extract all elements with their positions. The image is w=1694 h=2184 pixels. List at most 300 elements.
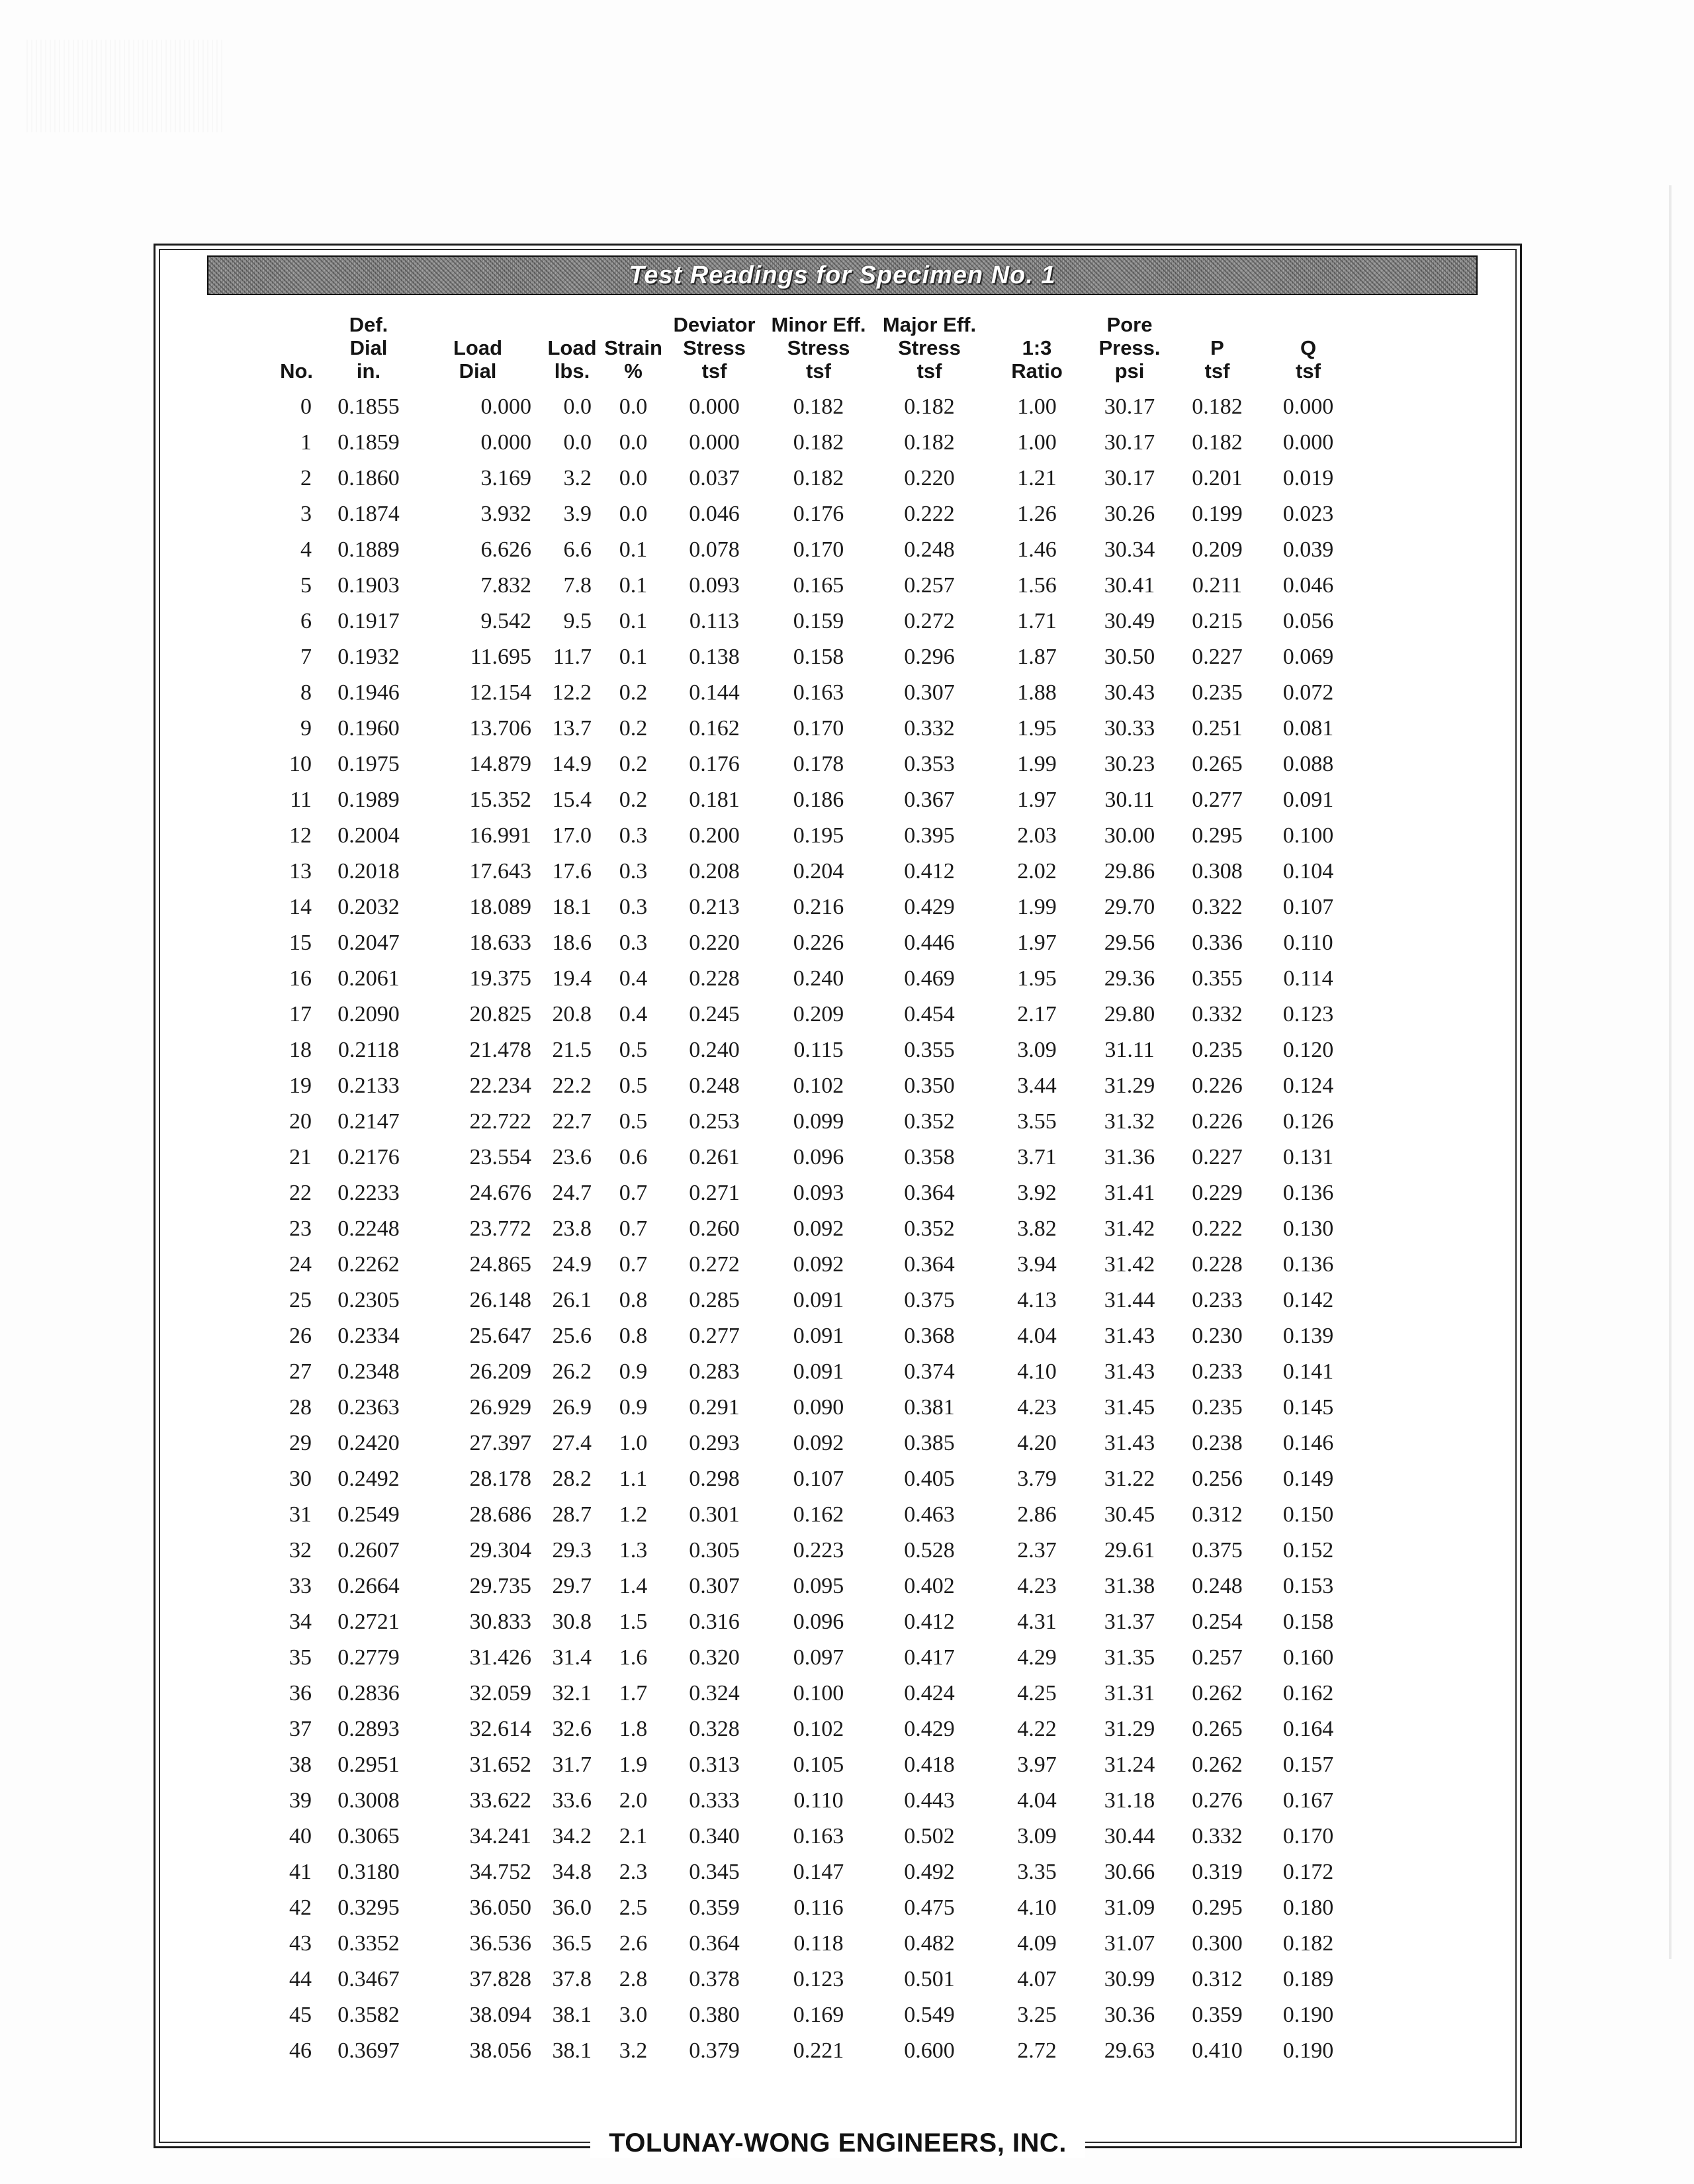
table-cell: 4 <box>300 537 312 562</box>
table-cell: 4.25 <box>1017 1681 1057 1706</box>
table-cell: 0.069 <box>1282 645 1334 669</box>
table-cell: 29.735 <box>469 1574 531 1598</box>
table-cell: 0.096 <box>793 1145 844 1169</box>
table-row <box>216 675 1355 711</box>
table-cell: 3.09 <box>1017 1824 1057 1848</box>
table-cell: 0.176 <box>689 752 740 776</box>
table-cell: 0.190 <box>1282 2038 1334 2063</box>
table-cell: 4.20 <box>1017 1431 1057 1455</box>
table-cell: 6.626 <box>480 537 531 562</box>
table-cell: 15.4 <box>552 788 592 812</box>
table-cell: 30.17 <box>1104 466 1155 490</box>
table-cell: 0 <box>300 394 312 419</box>
table-cell: 0.3467 <box>337 1967 400 1991</box>
table-row <box>216 1854 1355 1890</box>
table-cell: 0.097 <box>793 1645 844 1670</box>
table-cell: 0.307 <box>689 1574 740 1598</box>
table-cell: 0.182 <box>793 394 844 419</box>
table-cell: 0.412 <box>904 859 955 884</box>
table-cell: 0.2492 <box>337 1467 400 1491</box>
table-cell: 0.240 <box>793 966 844 991</box>
table-row <box>216 818 1355 854</box>
table-cell: 0.019 <box>1282 466 1334 490</box>
table-cell: 0.253 <box>689 1109 740 1134</box>
table-cell: 0.3 <box>619 859 648 884</box>
table-cell: 0.359 <box>1192 2003 1243 2027</box>
table-cell: 10 <box>289 752 312 776</box>
table-cell: 28.7 <box>552 1502 592 1527</box>
table-cell: 0.2721 <box>337 1610 400 1634</box>
table-row <box>216 1318 1355 1354</box>
table-cell: 26.148 <box>469 1288 531 1312</box>
table-cell: 3.932 <box>480 502 531 526</box>
table-row <box>216 1604 1355 1640</box>
table-cell: 0.463 <box>904 1502 955 1527</box>
table-cell: 0.1903 <box>337 573 400 598</box>
table-cell: 0.228 <box>689 966 740 991</box>
table-cell: 0.375 <box>1192 1538 1243 1563</box>
table-cell: 1.00 <box>1017 430 1057 455</box>
table-row <box>216 1997 1355 2033</box>
table-cell: 30.17 <box>1104 430 1155 455</box>
table-cell: 0.1917 <box>337 609 400 633</box>
table-row <box>216 1390 1355 1426</box>
table-cell: 0.501 <box>904 1967 955 1991</box>
table-cell: 26.209 <box>469 1359 531 1384</box>
column-header-deviator-stress: Deviator Stress tsf <box>673 313 756 383</box>
table-cell: 4.04 <box>1017 1324 1057 1348</box>
table-cell: 31.43 <box>1104 1324 1155 1348</box>
table-cell: 0.3 <box>619 895 648 919</box>
table-cell: 36.050 <box>469 1895 531 1920</box>
table-cell: 4.09 <box>1017 1931 1057 1956</box>
table-row <box>216 1640 1355 1676</box>
table-cell: 30.49 <box>1104 609 1155 633</box>
table-cell: 31.38 <box>1104 1574 1155 1598</box>
table-cell: 18.089 <box>469 895 531 919</box>
table-cell: 0.099 <box>793 1109 844 1134</box>
table-cell: 11 <box>290 788 312 812</box>
table-cell: 0.078 <box>689 537 740 562</box>
table-cell: 0.295 <box>1192 1895 1243 1920</box>
table-cell: 1.7 <box>619 1681 648 1706</box>
table-cell: 0.352 <box>904 1109 955 1134</box>
table-cell: 0.0 <box>619 394 648 419</box>
table-cell: 0.2047 <box>337 931 400 955</box>
table-row <box>216 1747 1355 1783</box>
table-cell: 14.879 <box>469 752 531 776</box>
table-cell: 28.686 <box>469 1502 531 1527</box>
table-cell: 16 <box>289 966 312 991</box>
table-cell: 0.320 <box>689 1645 740 1670</box>
table-cell: 17.0 <box>552 823 592 848</box>
table-row <box>216 639 1355 675</box>
table-cell: 38.056 <box>469 2038 531 2063</box>
table-cell: 29.70 <box>1104 895 1155 919</box>
table-cell: 17.6 <box>552 859 592 884</box>
table-cell: 30.41 <box>1104 573 1155 598</box>
table-row <box>216 1962 1355 1997</box>
table-cell: 0.172 <box>1282 1860 1334 1884</box>
table-row <box>216 1461 1355 1497</box>
table-cell: 0.110 <box>1283 931 1333 955</box>
table-cell: 0.107 <box>1282 895 1334 919</box>
table-cell: 0.272 <box>689 1252 740 1277</box>
table-cell: 30.36 <box>1104 2003 1155 2027</box>
table-cell: 2.6 <box>619 1931 648 1956</box>
table-cell: 0.116 <box>793 1895 844 1920</box>
table-cell: 0.216 <box>793 895 844 919</box>
table-cell: 0.385 <box>904 1431 955 1455</box>
table-cell: 0.1874 <box>337 502 400 526</box>
table-cell: 0.159 <box>793 609 844 633</box>
table-cell: 0.2334 <box>337 1324 400 1348</box>
table-cell: 1 <box>300 430 312 455</box>
table-cell: 0.379 <box>689 2038 740 2063</box>
table-cell: 0.181 <box>689 788 740 812</box>
column-header-minor-eff-stress: Minor Eff. Stress tsf <box>771 313 866 383</box>
table-cell: 2 <box>300 466 312 490</box>
column-header-load-dial: Load Dial <box>453 336 503 383</box>
table-cell: 29.3 <box>552 1538 592 1563</box>
table-cell: 31.45 <box>1104 1395 1155 1420</box>
table-cell: 0.095 <box>793 1574 844 1598</box>
table-cell: 0.0 <box>563 394 592 419</box>
table-cell: 3.25 <box>1017 2003 1057 2027</box>
table-cell: 0.1855 <box>337 394 400 419</box>
table-cell: 0.000 <box>480 430 531 455</box>
table-cell: 0.359 <box>689 1895 740 1920</box>
table-cell: 26.2 <box>552 1359 592 1384</box>
table-cell: 3.9 <box>563 502 592 526</box>
table-cell: 45 <box>289 2003 312 2027</box>
table-cell: 0.235 <box>1192 680 1243 705</box>
table-cell: 0.147 <box>793 1860 844 1884</box>
table-cell: 2.17 <box>1017 1002 1057 1026</box>
table-cell: 4.04 <box>1017 1788 1057 1813</box>
table-cell: 0.091 <box>1282 788 1334 812</box>
table-row <box>216 1068 1355 1104</box>
table-cell: 1.8 <box>619 1717 648 1741</box>
table-cell: 0.298 <box>689 1467 740 1491</box>
table-cell: 31.09 <box>1104 1895 1155 1920</box>
table-cell: 26.929 <box>469 1395 531 1420</box>
table-cell: 29.80 <box>1104 1002 1155 1026</box>
table-cell: 31.37 <box>1104 1610 1155 1634</box>
table-cell: 0.308 <box>1192 859 1243 884</box>
table-cell: 3.2 <box>619 2038 648 2063</box>
table-cell: 31.652 <box>469 1752 531 1777</box>
table-cell: 4.22 <box>1017 1717 1057 1741</box>
table-cell: 0.2004 <box>337 823 400 848</box>
table-cell: 31.29 <box>1104 1073 1155 1098</box>
table-cell: 0.226 <box>1192 1109 1243 1134</box>
table-cell: 1.95 <box>1017 716 1057 741</box>
table-cell: 0.272 <box>904 609 955 633</box>
table-cell: 0.163 <box>793 680 844 705</box>
table-row <box>216 961 1355 997</box>
table-cell: 0.2 <box>619 752 648 776</box>
table-cell: 31.35 <box>1104 1645 1155 1670</box>
table-cell: 3.55 <box>1017 1109 1057 1134</box>
table-cell: 0.209 <box>793 1002 844 1026</box>
table-cell: 0.182 <box>904 430 955 455</box>
table-cell: 5 <box>300 573 312 598</box>
table-row <box>216 461 1355 496</box>
table-cell: 0.201 <box>1192 466 1243 490</box>
table-cell: 46 <box>289 2038 312 2063</box>
table-cell: 0.081 <box>1282 716 1334 741</box>
table-row <box>216 1819 1355 1854</box>
table-row <box>216 1104 1355 1140</box>
table-row <box>216 425 1355 461</box>
table-cell: 0.000 <box>1282 394 1334 419</box>
table-cell: 1.0 <box>619 1431 648 1455</box>
table-cell: 31.426 <box>469 1645 531 1670</box>
table-row <box>216 1497 1355 1533</box>
table-cell: 0.235 <box>1192 1038 1243 1062</box>
table-cell: 9.542 <box>480 609 531 633</box>
table-cell: 0.126 <box>1282 1109 1334 1134</box>
table-cell: 0.381 <box>904 1395 955 1420</box>
table-cell: 22.722 <box>469 1109 531 1134</box>
table-cell: 31.43 <box>1104 1431 1155 1455</box>
table-cell: 0.227 <box>1192 645 1243 669</box>
table-header <box>216 313 1355 389</box>
table-cell: 0.221 <box>793 2038 844 2063</box>
table-cell: 0.257 <box>1192 1645 1243 1670</box>
table-cell: 38.094 <box>469 2003 531 2027</box>
table-cell: 0.2061 <box>337 966 400 991</box>
table-cell: 0.364 <box>904 1181 955 1205</box>
table-cell: 0.162 <box>793 1502 844 1527</box>
table-cell: 22.234 <box>469 1073 531 1098</box>
table-cell: 0.209 <box>1192 537 1243 562</box>
table-cell: 2.72 <box>1017 2038 1057 2063</box>
table-cell: 0.7 <box>619 1181 648 1205</box>
table-cell: 0.1859 <box>337 430 400 455</box>
table-cell: 18.6 <box>552 931 592 955</box>
table-cell: 21.478 <box>469 1038 531 1062</box>
table-cell: 1.1 <box>619 1467 648 1491</box>
table-cell: 0.138 <box>689 645 740 669</box>
column-header-major-eff-stress: Major Eff. Stress tsf <box>882 313 977 383</box>
table-cell: 42 <box>289 1895 312 1920</box>
table-cell: 20 <box>289 1109 312 1134</box>
table-cell: 0.2305 <box>337 1288 400 1312</box>
table-cell: 30.23 <box>1104 752 1155 776</box>
table-cell: 1.99 <box>1017 752 1057 776</box>
table-cell: 0.199 <box>1192 502 1243 526</box>
table-cell: 2.03 <box>1017 823 1057 848</box>
table-cell: 1.26 <box>1017 502 1057 526</box>
table-cell: 23.772 <box>469 1216 531 1241</box>
table-cell: 0.296 <box>904 645 955 669</box>
table-cell: 0.200 <box>689 823 740 848</box>
table-cell: 3 <box>300 502 312 526</box>
table-row <box>216 997 1355 1032</box>
table-cell: 0.169 <box>793 2003 844 2027</box>
table-cell: 38.1 <box>552 2038 592 2063</box>
table-cell: 0.2893 <box>337 1717 400 1741</box>
table-cell: 0.215 <box>1192 609 1243 633</box>
table-cell: 0.072 <box>1282 680 1334 705</box>
table-cell: 0.2836 <box>337 1681 400 1706</box>
table-cell: 0.443 <box>904 1788 955 1813</box>
column-header-def-dial: Def. Dial in. <box>349 313 388 383</box>
table-cell: 30.8 <box>552 1610 592 1634</box>
table-cell: 19.375 <box>469 966 531 991</box>
table-cell: 0.124 <box>1282 1073 1334 1098</box>
table-cell: 0.454 <box>904 1002 955 1026</box>
table-cell: 0.285 <box>689 1288 740 1312</box>
table-cell: 3.71 <box>1017 1145 1057 1169</box>
table-cell: 0.230 <box>1192 1324 1243 1348</box>
table-cell: 0.271 <box>689 1181 740 1205</box>
table-cell: 4.10 <box>1017 1895 1057 1920</box>
table-cell: 0.220 <box>689 931 740 955</box>
table-cell: 33.622 <box>469 1788 531 1813</box>
table-cell: 0.7 <box>619 1252 648 1277</box>
table-cell: 12 <box>289 823 312 848</box>
table-cell: 37 <box>289 1717 312 1741</box>
table-cell: 0.2 <box>619 680 648 705</box>
table-cell: 0.158 <box>1282 1610 1334 1634</box>
table-cell: 3.94 <box>1017 1252 1057 1277</box>
table-cell: 0.149 <box>1282 1467 1334 1491</box>
table-cell: 0.345 <box>689 1860 740 1884</box>
table-cell: 1.5 <box>619 1610 648 1634</box>
table-cell: 0.158 <box>793 645 844 669</box>
table-cell: 0.223 <box>793 1538 844 1563</box>
table-cell: 13.7 <box>552 716 592 741</box>
table-cell: 0.2951 <box>337 1752 400 1777</box>
table-cell: 30 <box>289 1467 312 1491</box>
table-cell: 2.5 <box>619 1895 648 1920</box>
table-cell: 0.091 <box>793 1324 844 1348</box>
table-cell: 1.99 <box>1017 895 1057 919</box>
table-cell: 0.023 <box>1282 502 1334 526</box>
table-cell: 0.093 <box>793 1181 844 1205</box>
table-cell: 0.1 <box>619 609 648 633</box>
table-cell: 1.9 <box>619 1752 648 1777</box>
table-cell: 0.395 <box>904 823 955 848</box>
table-cell: 1.95 <box>1017 966 1057 991</box>
table-cell: 0.307 <box>904 680 955 705</box>
table-cell: 0.245 <box>689 1002 740 1026</box>
table-cell: 0.153 <box>1282 1574 1334 1598</box>
table-cell: 0.8 <box>619 1324 648 1348</box>
table-cell: 1.4 <box>619 1574 648 1598</box>
table-cell: 14 <box>289 895 312 919</box>
table-row <box>216 496 1355 532</box>
table-cell: 0.136 <box>1282 1252 1334 1277</box>
table-cell: 30.00 <box>1104 823 1155 848</box>
table-cell: 1.97 <box>1017 931 1057 955</box>
table-cell: 0.114 <box>1283 966 1333 991</box>
table-cell: 31.44 <box>1104 1288 1155 1312</box>
table-cell: 41 <box>289 1860 312 1884</box>
table-cell: 0.091 <box>793 1359 844 1384</box>
table-cell: 34.2 <box>552 1824 592 1848</box>
table-cell: 0.2248 <box>337 1216 400 1241</box>
table-cell: 0.176 <box>793 502 844 526</box>
table-cell: 0.482 <box>904 1931 955 1956</box>
table-cell: 1.6 <box>619 1645 648 1670</box>
table-cell: 0.276 <box>1192 1788 1243 1813</box>
table-cell: 0.2 <box>619 716 648 741</box>
table-cell: 0.260 <box>689 1216 740 1241</box>
table-cell: 0.0 <box>563 430 592 455</box>
table-cell: 0.150 <box>1282 1502 1334 1527</box>
table-cell: 0.319 <box>1192 1860 1243 1884</box>
table-cell: 29.36 <box>1104 966 1155 991</box>
table-cell: 0.1975 <box>337 752 400 776</box>
table-row <box>216 1890 1355 1926</box>
table-cell: 1.00 <box>1017 394 1057 419</box>
table-cell: 0.100 <box>793 1681 844 1706</box>
table-cell: 0.152 <box>1282 1538 1334 1563</box>
table-cell: 4.13 <box>1017 1288 1057 1312</box>
table-cell: 29.304 <box>469 1538 531 1563</box>
table-cell: 11.695 <box>470 645 531 669</box>
table-cell: 0.549 <box>904 2003 955 2027</box>
company-footer: TOLUNAY-WONG ENGINEERS, INC. <box>590 2128 1085 2158</box>
table-row <box>216 2033 1355 2069</box>
table-cell: 12.154 <box>469 680 531 705</box>
table-cell: 31.42 <box>1104 1252 1155 1277</box>
table-cell: 3.0 <box>619 2003 648 2027</box>
column-header-p-tsf: P tsf <box>1204 336 1230 383</box>
table-row <box>216 1247 1355 1283</box>
table-cell: 35 <box>289 1645 312 1670</box>
table-cell: 0.233 <box>1192 1359 1243 1384</box>
table-cell: 29.7 <box>552 1574 592 1598</box>
footer-row <box>156 2128 1520 2158</box>
table-title: Test Readings for Specimen No. 1 <box>629 261 1056 289</box>
table-cell: 36.0 <box>552 1895 592 1920</box>
table-cell: 0.092 <box>793 1216 844 1241</box>
table-cell: 0.145 <box>1282 1395 1334 1420</box>
table-cell: 0.301 <box>689 1502 740 1527</box>
column-header-ratio-1-3: 1:3 Ratio <box>1011 336 1063 383</box>
table-cell: 0.412 <box>904 1610 955 1634</box>
table-cell: 0.251 <box>1192 716 1243 741</box>
table-cell: 0.139 <box>1282 1324 1334 1348</box>
table-cell: 0.204 <box>793 859 844 884</box>
table-cell: 0.1 <box>619 645 648 669</box>
table-cell: 0.146 <box>1282 1431 1334 1455</box>
table-cell: 1.2 <box>619 1502 648 1527</box>
table-cell: 0.3065 <box>337 1824 400 1848</box>
table-cell: 33 <box>289 1574 312 1598</box>
table-cell: 0.100 <box>1282 823 1334 848</box>
table-row <box>216 1783 1355 1819</box>
table-cell: 2.8 <box>619 1967 648 1991</box>
table-cell: 0.5 <box>619 1109 648 1134</box>
table-cell: 0.340 <box>689 1824 740 1848</box>
table-cell: 0.162 <box>1282 1681 1334 1706</box>
table-cell: 39 <box>289 1788 312 1813</box>
table-cell: 31.32 <box>1104 1109 1155 1134</box>
table-cell: 0.037 <box>689 466 740 490</box>
table-cell: 0.350 <box>904 1073 955 1098</box>
table-cell: 18 <box>289 1038 312 1062</box>
table-cell: 14.9 <box>552 752 592 776</box>
table-cell: 0.265 <box>1192 1717 1243 1741</box>
table-cell: 0.429 <box>904 1717 955 1741</box>
table-cell: 18.1 <box>552 895 592 919</box>
